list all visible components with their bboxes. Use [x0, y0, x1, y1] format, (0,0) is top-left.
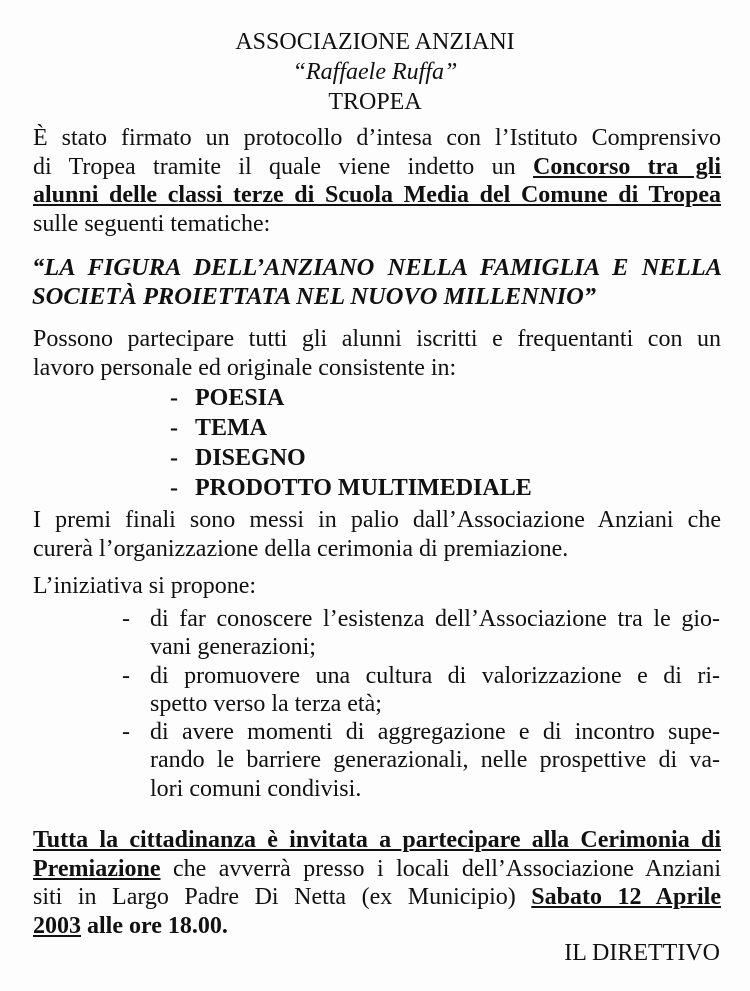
initiative-intro: L’iniziativa si propone: — [33, 573, 257, 599]
invitation-line-3: siti in Largo Padre Di Netta (ex Municipio) Sabato 12 Aprile — [33, 884, 721, 910]
association-namesake: “Raffaele Ruffa” — [292, 59, 458, 85]
category-item: - PRODOTTO MULTIMEDIALE — [170, 475, 532, 501]
categories-list — [170, 383, 532, 503]
association-town: TROPEA — [328, 89, 422, 115]
theme-title: “LA FIGURA DELL’ANZIANO NELLA FAMIGLIA E NELLA SOCIETÀ PROIETTATA NEL NUOVO MILLENNIO” — [32, 254, 722, 310]
invitation-line-1: Tutta la cittadinanza è invitata a partecipare alla Cerimonia di — [33, 827, 721, 853]
intro-line-4: sulle seguenti tematiche: — [33, 210, 271, 237]
invitation-paragraph — [33, 826, 721, 940]
contest-link-part1: Concorso tra gli — [533, 153, 721, 180]
event-year: 2003 — [33, 912, 81, 939]
intro-line-2: di Tropea tramite il quale viene indetto un Concorso tra gli — [33, 153, 721, 180]
category-item: - TEMA — [170, 415, 267, 441]
goal-item: - di avere momenti di aggregazione e di incontro supe- rando le barriere generazionali, nelle prospettive di va- lori comuni condivisi. — [122, 719, 720, 802]
invitation-line-4 — [33, 913, 228, 939]
goal-item: - di far conoscere l’esistenza dell’Associazione tra le gio- vani generazioni; — [122, 606, 720, 661]
goal-item: - di promuovere una cultura di valorizzazione e di ri- spetto verso la terza età; — [122, 662, 720, 717]
intro-line-1: È stato firmato un protocollo d’intesa con l’Istituto Comprensivo — [33, 125, 721, 151]
invitation-line-2: Premiazione che avverrà presso i locali dell’Associazione Anziani — [33, 855, 721, 882]
participation-paragraph: Possono partecipare tutti gli alunni iscritti e frequentanti con un lavoro personale ed originale consistente in: — [33, 326, 721, 381]
intro-line-3 — [33, 181, 721, 210]
category-item: - DISEGNO — [170, 445, 306, 471]
goals-list — [122, 605, 720, 803]
category-item: - POESIA — [170, 385, 285, 411]
event-time: alle ore 18.00. — [81, 912, 228, 939]
event-date: Sabato 12 Aprile — [531, 884, 721, 910]
prizes-paragraph: I premi finali sono messi in palio dall’Associazione Anziani che curerà l’organizzazione della cerimonia di premiazione. — [33, 507, 721, 562]
contest-link-part2: alunni delle classi terze di Scuola Media del Comune di Tropea — [33, 182, 721, 208]
signature: IL DIRETTIVO — [564, 940, 720, 966]
intro-paragraph — [33, 124, 721, 238]
association-name: ASSOCIAZIONE ANZIANI — [235, 29, 515, 55]
